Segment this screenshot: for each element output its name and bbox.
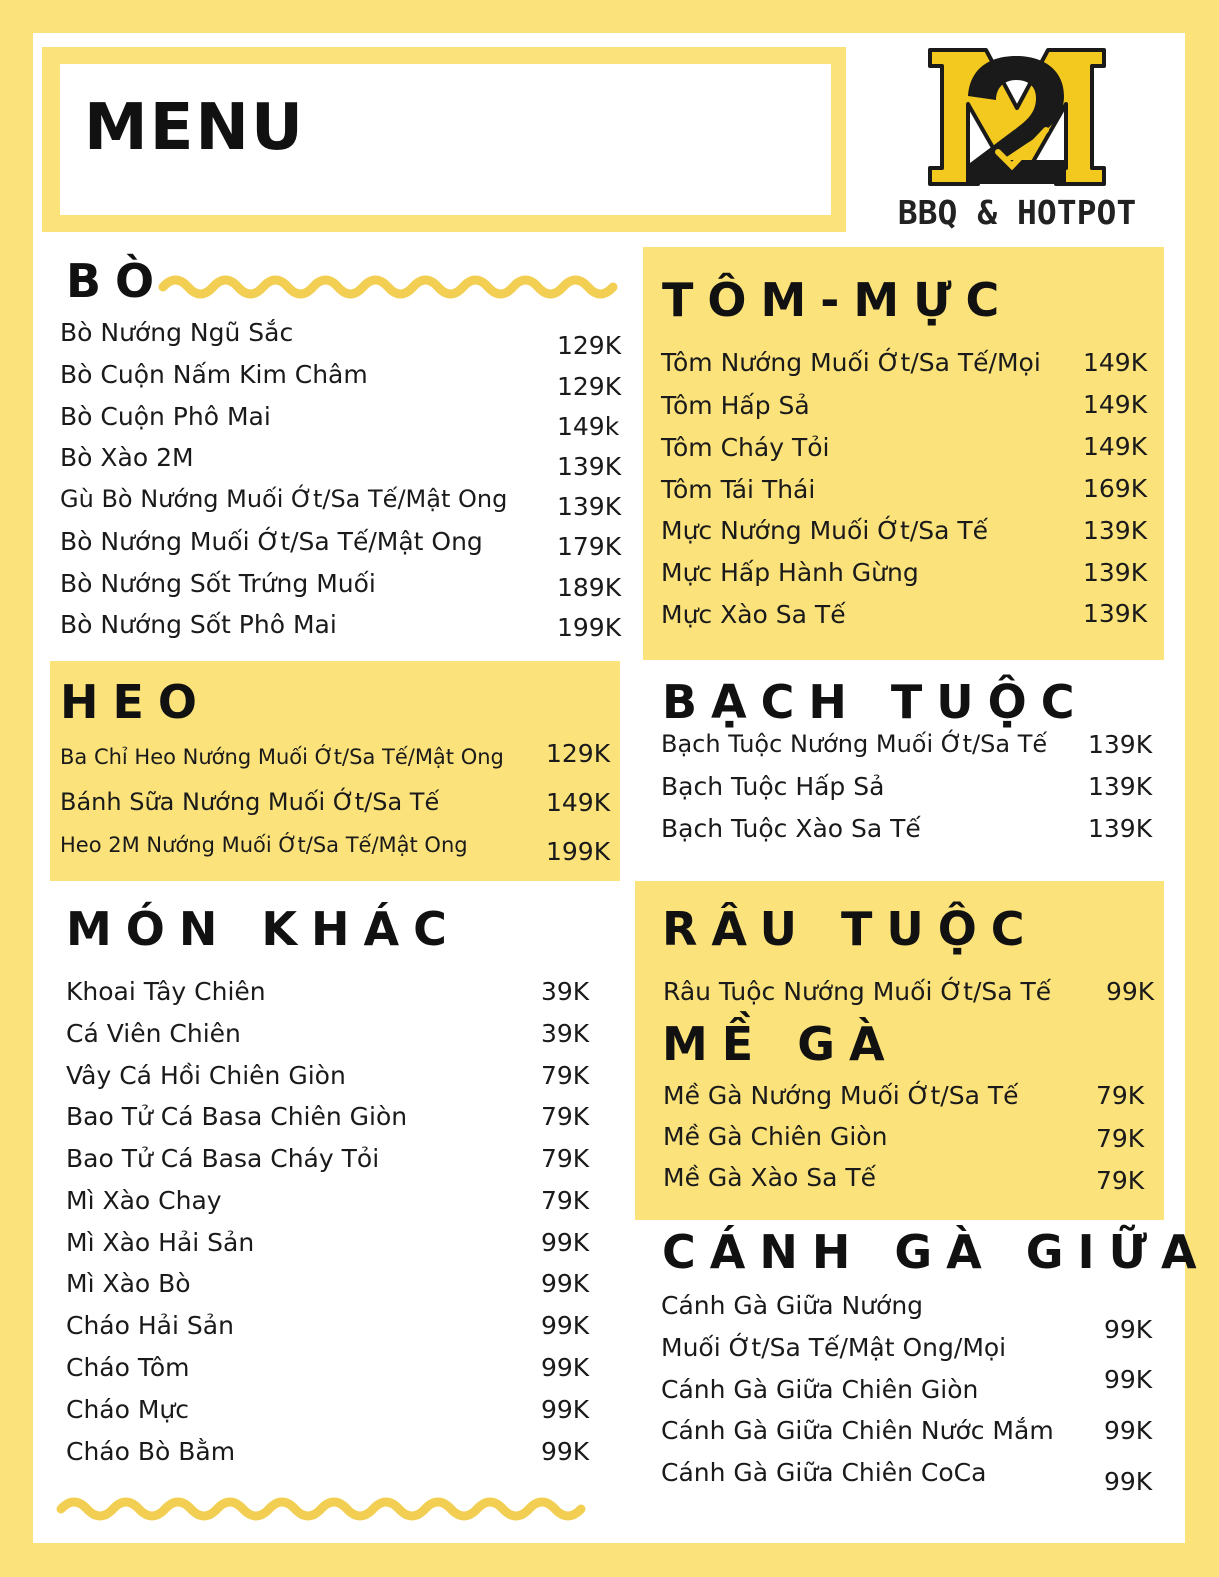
list-item: Mề Gà Nướng Muối Ớt/Sa Tế: [663, 1081, 1019, 1110]
wave-divider-top: [158, 272, 620, 302]
list-item: Vây Cá Hồi Chiên Giòn: [66, 1061, 346, 1090]
list-item: Mề Gà Chiên Giòn: [663, 1122, 888, 1151]
price: 139K: [1088, 772, 1153, 801]
price: 39K: [541, 1019, 590, 1048]
list-item: Mực Hấp Hành Gừng: [661, 558, 919, 587]
list-item: Cháo Hải Sản: [66, 1311, 234, 1340]
list-item: Cá Viên Chiên: [66, 1019, 241, 1048]
list-item: Mực Nướng Muối Ớt/Sa Tế: [661, 516, 989, 545]
list-item: Tôm Cháy Tỏi: [661, 433, 830, 462]
price: 99K: [1104, 1467, 1153, 1496]
price: 99K: [541, 1311, 590, 1340]
price: 129K: [546, 739, 611, 768]
list-item: Heo 2M Nướng Muối Ớt/Sa Tế/Mật Ong: [60, 833, 468, 857]
list-item: Cháo Tôm: [66, 1353, 190, 1382]
list-item: Mì Xào Chay: [66, 1186, 222, 1215]
price: 179K: [557, 532, 622, 561]
list-item: Bao Tử Cá Basa Cháy Tỏi: [66, 1144, 380, 1173]
list-item: Bò Xào 2M: [60, 443, 194, 472]
price: 39K: [541, 977, 590, 1006]
logo-subtitle: BBQ & HOTPOT: [897, 193, 1137, 232]
list-item: Bạch Tuộc Xào Sa Tế: [661, 814, 921, 843]
price: 79K: [1096, 1166, 1145, 1195]
heading-me-ga: MỀ GÀ: [662, 1017, 899, 1071]
price: 139K: [1083, 516, 1148, 545]
price: 149k: [557, 412, 620, 441]
price: 149K: [546, 788, 611, 817]
logo-2m: [886, 44, 1148, 194]
list-item: Ba Chỉ Heo Nướng Muối Ớt/Sa Tế/Mật Ong: [60, 745, 504, 769]
price: 99K: [541, 1228, 590, 1257]
price: 99K: [541, 1395, 590, 1424]
price: 79K: [541, 1144, 590, 1173]
list-item: Gù Bò Nướng Muối Ớt/Sa Tế/Mật Ong: [60, 485, 508, 513]
list-item: Cháo Mực: [66, 1395, 190, 1424]
list-item: Bạch Tuộc Hấp Sả: [661, 772, 885, 801]
list-item: Bò Cuộn Nấm Kim Châm: [60, 360, 368, 389]
price: 99K: [1104, 1416, 1153, 1445]
list-item: Bánh Sữa Nướng Muối Ớt/Sa Tế: [60, 788, 440, 816]
price: 189K: [557, 573, 622, 602]
price: 99K: [541, 1437, 590, 1466]
list-item: Mực Xào Sa Tế: [661, 600, 846, 629]
price: 149K: [1083, 390, 1148, 419]
price: 129K: [557, 372, 622, 401]
menu-title: MENU: [84, 91, 305, 165]
price: 79K: [541, 1186, 590, 1215]
heading-mon-khac: MÓN KHÁC: [66, 902, 461, 956]
list-item: Mề Gà Xào Sa Tế: [663, 1163, 877, 1192]
list-item: Tôm Nướng Muối Ớt/Sa Tế/Mọi: [661, 348, 1041, 377]
price: 129K: [557, 331, 622, 360]
list-item: Cánh Gà Giữa Nướng: [661, 1291, 924, 1320]
heading-rau-tuoc: RÂU TUỘC: [662, 902, 1039, 956]
price: 99K: [1106, 977, 1155, 1006]
price: 99K: [541, 1269, 590, 1298]
price: 149K: [1083, 348, 1148, 377]
list-item-continued: Muối Ớt/Sa Tế/Mật Ong/Mọi: [661, 1333, 1007, 1362]
list-item: Bò Nướng Ngũ Sắc: [60, 318, 294, 347]
heading-bo: BÒ: [66, 254, 169, 308]
wave-divider-bottom: [56, 1494, 590, 1524]
price: 79K: [1096, 1124, 1145, 1153]
price: 149K: [1083, 432, 1148, 461]
list-item: Bò Nướng Sốt Trứng Muối: [60, 569, 376, 598]
list-item: Bò Cuộn Phô Mai: [60, 402, 271, 431]
list-item: Râu Tuộc Nướng Muối Ớt/Sa Tế: [663, 977, 1052, 1006]
list-item: Mì Xào Bò: [66, 1269, 191, 1298]
price: 139K: [1083, 599, 1148, 628]
list-item: Bò Nướng Sốt Phô Mai: [60, 610, 337, 639]
price: 79K: [541, 1061, 590, 1090]
list-item: Tôm Hấp Sả: [661, 391, 810, 420]
list-item: Cánh Gà Giữa Chiên Giòn: [661, 1375, 979, 1404]
price: 79K: [541, 1102, 590, 1131]
price: 139K: [1088, 730, 1153, 759]
price: 139K: [557, 492, 622, 521]
price: 139K: [1083, 558, 1148, 587]
price: 99K: [541, 1353, 590, 1382]
list-item: Cháo Bò Bằm: [66, 1437, 236, 1466]
price: 169K: [1083, 474, 1148, 503]
heading-canh-ga-giua: CÁNH GÀ GIỮA: [662, 1225, 1211, 1279]
list-item: Bạch Tuộc Nướng Muối Ớt/Sa Tế: [661, 730, 1048, 758]
list-item: Khoai Tây Chiên: [66, 977, 266, 1006]
list-item: Bao Tử Cá Basa Chiên Giòn: [66, 1102, 408, 1131]
price: 99K: [1104, 1315, 1153, 1344]
price: 139K: [557, 452, 622, 481]
list-item: Cánh Gà Giữa Chiên Nước Mắm: [661, 1416, 1054, 1445]
list-item: Bò Nướng Muối Ớt/Sa Tế/Mật Ong: [60, 527, 483, 556]
heading-bach-tuoc: BẠCH TUỘC: [662, 675, 1089, 729]
list-item: Tôm Tái Thái: [661, 475, 816, 504]
price: 99K: [1104, 1365, 1153, 1394]
price: 139K: [1088, 814, 1153, 843]
price: 199K: [546, 837, 611, 866]
heading-tom-muc: TÔM-MỰC: [662, 273, 1014, 327]
heading-heo: HEO: [60, 675, 212, 729]
price: 79K: [1096, 1081, 1145, 1110]
list-item: Mì Xào Hải Sản: [66, 1228, 255, 1257]
price: 199K: [557, 613, 622, 642]
list-item: Cánh Gà Giữa Chiên CoCa: [661, 1458, 987, 1487]
